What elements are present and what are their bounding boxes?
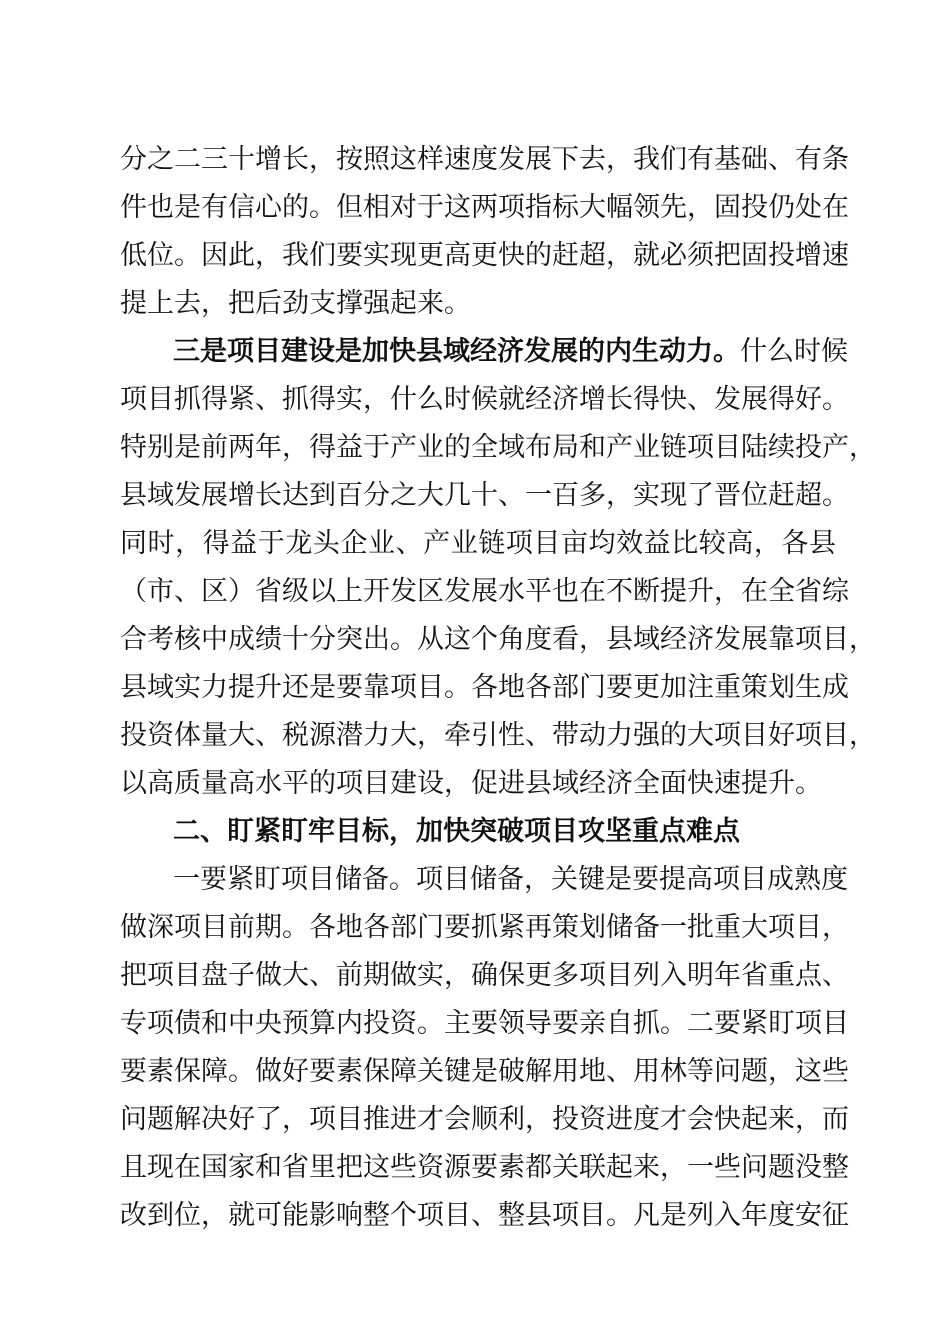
paragraph-line: 以高质量高水平的项目建设，促进县域经济全面快速提升。 — [120, 768, 822, 799]
paragraph-line: 且现在国家和省里把这些资源要素都关联起来，一些问题没整 — [120, 1152, 849, 1183]
paragraph-line: 同时，得益于龙头企业、产业链项目亩均效益比较高，各县 — [120, 528, 836, 559]
paragraph-text: 什么时候 — [740, 336, 848, 367]
paragraph-line: 改到位，就可能影响整个项目、整县项目。凡是列入年度安征 — [120, 1200, 849, 1231]
paragraph-first-line — [173, 334, 848, 370]
paragraph-lead: 三是项目建设是加快县域经济发展的内生动力。 — [173, 336, 740, 367]
paragraph-line: 问题解决好了，项目推进才会顺利，投资进度才会快起来，而 — [120, 1104, 849, 1135]
paragraph-line: 县域发展增长达到百分之大几十、一百多，实现了晋位赶超。 — [120, 480, 849, 511]
paragraph-line: 把项目盘子做大、前期做实，确保更多项目列入明年省重点、 — [120, 960, 849, 991]
paragraph-line: 件也是有信心的。但相对于这两项指标大幅领先，固投仍处在 — [120, 192, 849, 223]
paragraph-line: 投资体量大、税源潜力大，牵引性、带动力强的大项目好项目， — [120, 720, 876, 751]
paragraph-line: 要素保障。做好要素保障关键是破解用地、用林等问题，这些 — [120, 1056, 849, 1087]
paragraph-line: 提上去，把后劲支撑强起来。 — [120, 288, 471, 319]
paragraph-line: （市、区）省级以上开发区发展水平也在不断提升，在全省综 — [120, 576, 849, 607]
paragraph-line: 专项债和中央预算内投资。主要领导要亲自抓。二要紧盯项目 — [120, 1008, 849, 1039]
paragraph-line: 县域实力提升还是要靠项目。各地各部门要更加注重策划生成 — [120, 672, 849, 703]
paragraph-line: 分之二三十增长，按照这样速度发展下去，我们有基础、有条 — [120, 144, 849, 175]
paragraph-line: 低位。因此，我们要实现更高更快的赶超，就必须把固投增速 — [120, 240, 849, 271]
paragraph-first-line: 一要紧盯项目储备。项目储备，关键是要提高项目成熟度 — [173, 864, 848, 895]
paragraph-line: 特别是前两年，得益于产业的全域布局和产业链项目陆续投产， — [120, 432, 876, 463]
paragraph-line: 做深项目前期。各地各部门要抓紧再策划储备一批重大项目， — [120, 912, 849, 943]
section-heading: 二、盯紧盯牢目标，加快突破项目攻坚重点难点 — [173, 816, 740, 847]
paragraph-line: 项目抓得紧、抓得实，什么时候就经济增长得快、发展得好。 — [120, 384, 849, 415]
paragraph-line: 合考核中成绩十分突出。从这个角度看，县域经济发展靠项目， — [120, 624, 876, 655]
